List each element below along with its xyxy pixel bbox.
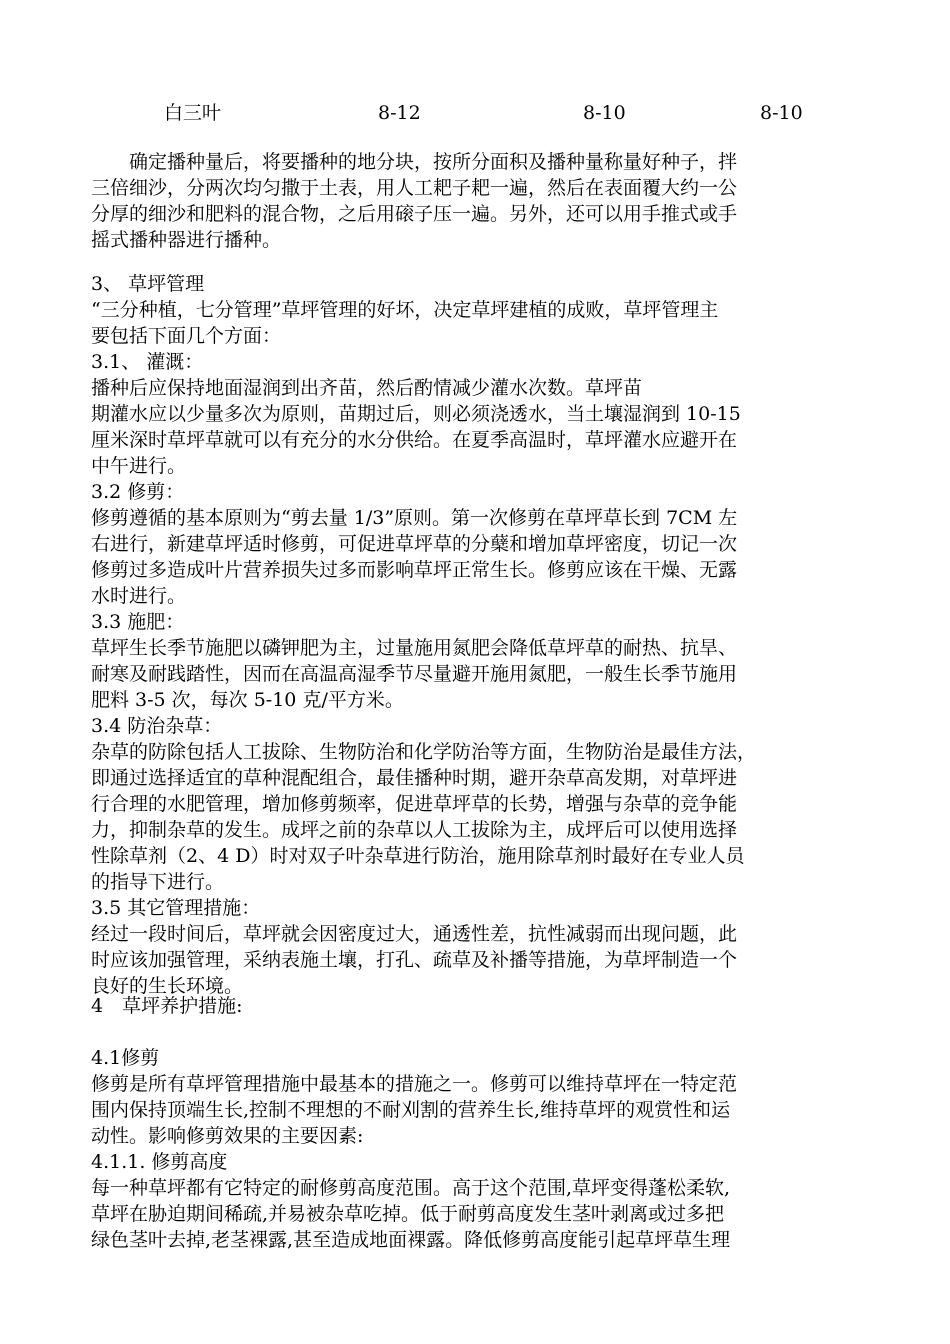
text-line: 性除草剂（2、4 D）时对双子叶杂草进行防治，施用除草剂时最好在专业人员 xyxy=(91,845,745,867)
text-line: 播种后应保持地面湿润到出齐苗，然后酌情减少灌水次数。草坪苗 xyxy=(91,377,643,399)
text-line: 确定播种量后，将要播种的地分块，按所分面积及播种量称量好种子，拌 xyxy=(91,151,738,173)
text-line: 修剪过多造成叶片营养损失过多而影响草坪正常生长。修剪应该在干燥、无露 xyxy=(91,559,738,581)
table-cell-plant: 白三叶 xyxy=(164,102,222,124)
text-line: 摇式播种器进行播种。 xyxy=(91,229,282,251)
subsection-heading: 3.5 其它管理措施： xyxy=(91,897,261,919)
text-line: 分厚的细沙和肥料的混合物，之后用磙子压一遍。另外，还可以用手推式或手 xyxy=(91,203,738,225)
table-cell-value-3: 8-10 xyxy=(760,102,803,124)
text-line: 围内保持顶端生长,控制不理想的不耐刈割的营养生长,维持草坪的观赏性和运 xyxy=(91,1099,731,1121)
text-line: 的指导下进行。 xyxy=(91,871,225,893)
text-line: 右进行，新建草坪适时修剪，可促进草坪草的分蘖和增加草坪密度，切记一次 xyxy=(91,533,738,555)
text-line: 良好的生长环境。 xyxy=(91,975,244,997)
text-line: 中午进行。 xyxy=(91,455,187,477)
subsection-heading: 3.4 防治杂草： xyxy=(91,715,223,737)
text-line: 即通过选择适宜的草种混配组合，最佳播种时期，避开杂草高发期，对草坪进 xyxy=(91,767,738,789)
text-line: 绿色茎叶去掉,老茎裸露,甚至造成地面裸露。降低修剪高度能引起草坪草生理 xyxy=(91,1229,731,1251)
text-line: 草坪生长季节施肥以磷钾肥为主，过量施用氮肥会降低草坪草的耐热、抗旱、 xyxy=(91,637,738,659)
text-line: 要包括下面几个方面： xyxy=(91,325,282,347)
section-4-heading-block xyxy=(91,993,871,1019)
text-line: 厘米深时草坪草就可以有充分的水分供给。在夏季高温时，草坪灌水应避开在 xyxy=(91,429,738,451)
text-line: 经过一段时间后，草坪就会因密度过大，通透性差，抗性减弱而出现问题，此 xyxy=(91,923,738,945)
text-line: 修剪遵循的基本原则为“剪去量 1/3”原则。第一次修剪在草坪草长到 7CM 左 xyxy=(91,507,738,529)
text-line: 力，抑制杂草的发生。成坪之前的杂草以人工拔除为主，成坪后可以使用选择 xyxy=(91,819,738,841)
text-line: 水时进行。 xyxy=(91,585,187,607)
text-line: 三倍细沙，分两次均匀撒于土表，用人工耙子耙一遍，然后在表面覆大约一公 xyxy=(91,177,738,199)
section-heading: 3、 草坪管理 xyxy=(91,273,205,295)
section-heading: 4 草坪养护措施: xyxy=(91,995,243,1017)
subsection-heading: 4.1修剪 xyxy=(91,1047,160,1069)
subsection-heading: 3.1、 灌溉： xyxy=(91,351,204,373)
text-line: 杂草的防除包括人工拔除、生物防治和化学防治等方面，生物防治是最佳方法， xyxy=(91,741,757,763)
text-line: 修剪是所有草坪管理措施中最基本的措施之一。修剪可以维持草坪在一特定范 xyxy=(91,1073,738,1095)
text-line: “三分种植，七分管理”草坪管理的好坏，决定草坪建植的成败，草坪管理主 xyxy=(91,299,719,321)
text-line: 耐寒及耐践踏性，因而在高温高湿季节尽量避开施用氮肥，一般生长季节施用 xyxy=(91,663,738,685)
table-cell-value-2: 8-10 xyxy=(583,102,626,124)
text-line: 动性。影响修剪效果的主要因素: xyxy=(91,1125,364,1147)
subsection-heading: 3.2 修剪： xyxy=(91,481,185,503)
text-line: 期灌水应以少量多次为原则，苗期过后，则必须浇透水，当土壤湿润到 10-15 xyxy=(91,403,741,425)
text-line: 每一种草坪都有它特定的耐修剪高度范围。高于这个范围,草坪变得蓬松柔软, xyxy=(91,1177,731,1199)
text-line: 时应该加强管理，采纳表施土壤，打孔、疏草及补播等措施，为草坪制造一个 xyxy=(91,949,738,971)
paragraph-sowing xyxy=(91,149,871,253)
subsection-heading: 3.3 施肥： xyxy=(91,611,185,633)
section-4 xyxy=(91,1045,871,1253)
section-3 xyxy=(91,271,871,999)
table-row xyxy=(0,100,950,126)
subsection-heading: 4.1.1. 修剪高度 xyxy=(91,1151,228,1173)
table-cell-value-1: 8-12 xyxy=(378,102,421,124)
text-line: 行合理的水肥管理，增加修剪频率，促进草坪草的长势，增强与杂草的竞争能 xyxy=(91,793,738,815)
text-line: 草坪在胁迫期间稀疏,并易被杂草吃掉。低于耐剪高度发生茎叶剥离或过多把 xyxy=(91,1203,725,1225)
text-line: 肥料 3-5 次，每次 5-10 克/平方米。 xyxy=(91,689,404,711)
